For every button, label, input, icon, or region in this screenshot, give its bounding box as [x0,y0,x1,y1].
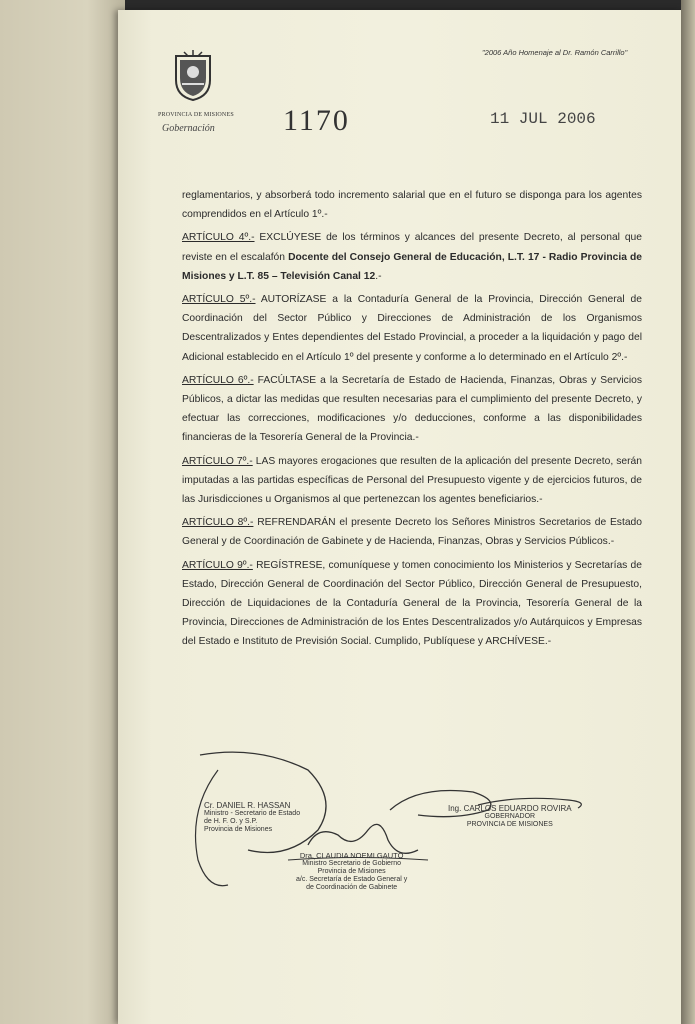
hassan-title-1: Ministro - Secretario de Estado [204,810,301,817]
hassan-name: Cr. DANIEL R. HASSAN [204,801,291,810]
gauto-title-3: a/c. Secretaría de Estado General y [296,876,408,883]
article-4-end: .- [375,270,382,282]
left-page [0,0,125,1024]
book-edge [681,0,695,1024]
gauto-name: Dra. CLAUDIA NOEMI GAUTO [299,851,404,860]
rovira-title-2: PROVINCIA DE MISIONES [466,821,553,828]
article-8-text: REFRENDARÁN el presente Decreto los Señores Ministros Secretarios de Estado General y de Coordinación de Gabinete y de Hacienda, Finanzas, Obras y Servicios Públicos.- [182,517,642,548]
article-4-heading: ARTÍCULO 4º.- [182,232,255,244]
header-motto: "2006 Año Homenaje al Dr. Ramón Carrillo" [482,48,628,57]
article-8-heading: ARTÍCULO 8º.- [182,517,254,529]
article-7-heading: ARTÍCULO 7º.- [182,455,253,467]
signature-rovira [448,805,572,829]
article-4-bold: Docente del Consejo General de Educación, L.T. 17 - Radio Provincia de Misiones y L.T. 85 – Televisión Canal 12 [182,251,642,282]
government-label: Gobernación [162,123,215,134]
article-7-text: LAS mayores erogaciones que resulten de la aplicación del presente Decreto, serán imputadas a las partidas específicas de Personal del Presupuesto vigente y de ejercicios futuros, de las Jurisdicciones u Organismos al que pertenezcan los agentes beneficiarios.- [182,455,642,506]
gauto-title-2: Provincia de Misiones [317,868,386,875]
rovira-name: Ing. CARLOS EDUARDO ROVIRA [448,804,572,813]
rovira-title-1: GOBERNADOR [484,813,536,820]
article-5-heading: ARTÍCULO 5º.- [182,294,256,306]
article-9-text: REGÍSTRESE, comuníquese y tomen conocimiento los Ministerios y Secretarías de Estado, Dirección General de Coordinación del Sector Público, Dirección General de Presupuesto, Dirección de Liquidaciones de la Contaduría General de la Provincia, Tesorería General de la Provincia, Direcciones de Administración de los Entes Descentralizados y/o Autárquicos y Empresas del Estado e Instituto de Previsión Social. Cumplido, Publíquese y ARCHÍVESE.- [182,559,642,648]
article-6-heading: ARTÍCULO 6º.- [182,374,254,386]
decree-date-stamp: 11 JUL 2006 [490,110,596,128]
province-label: PROVINCIA DE MISIONES [158,112,234,118]
decree-number: 1170 [283,104,350,137]
article-4-text: EXCLÚYESE de los términos y alcances del presente Decreto, al personal que reviste en el escalafón [182,232,643,263]
hassan-title-3: Provincia de Misiones [204,826,273,833]
article-5-text: AUTORÍZASE a la Contaduría General de la Provincia, Dirección General de Coordinación del Sector Público y Direcciones de Administración de los Organismos Descentralizados y Entes dependientes del Estado Provincial, a proceder a la liquidación y pago del Adicional establecido en el Artículo 1º del presente y conforme a lo determinado en el Artículo 2º.- [182,294,643,363]
gauto-title-4: de Coordinación de Gabinete [306,884,398,891]
article-6-text: FACÚLTASE a la Secretaría de Estado de Hacienda, Finanzas, Obras y Servicios Públicos, a dictar las medidas que resulten necesarias para el cumplimiento del presente Decreto, y efectuar las correcciones, modificaciones y/o deducciones, conforme a las disponibilidades financieras de la Tesorería General de la Provincia.- [182,374,642,444]
signature-hassan [204,802,300,834]
document-page [118,10,684,1024]
signature-gauto [296,852,407,892]
gauto-title-1: Ministro Secretario de Gobierno [302,860,402,867]
paragraph-continuation: reglamentarios, y absorberá todo incremento salarial que en el futuro se disponga para los agentes comprendidos en el Artículo 1º.- [182,190,642,221]
hassan-title-2: de H. F. O. y S.P. [204,818,258,825]
article-9-heading: ARTÍCULO 9º.- [182,559,253,571]
